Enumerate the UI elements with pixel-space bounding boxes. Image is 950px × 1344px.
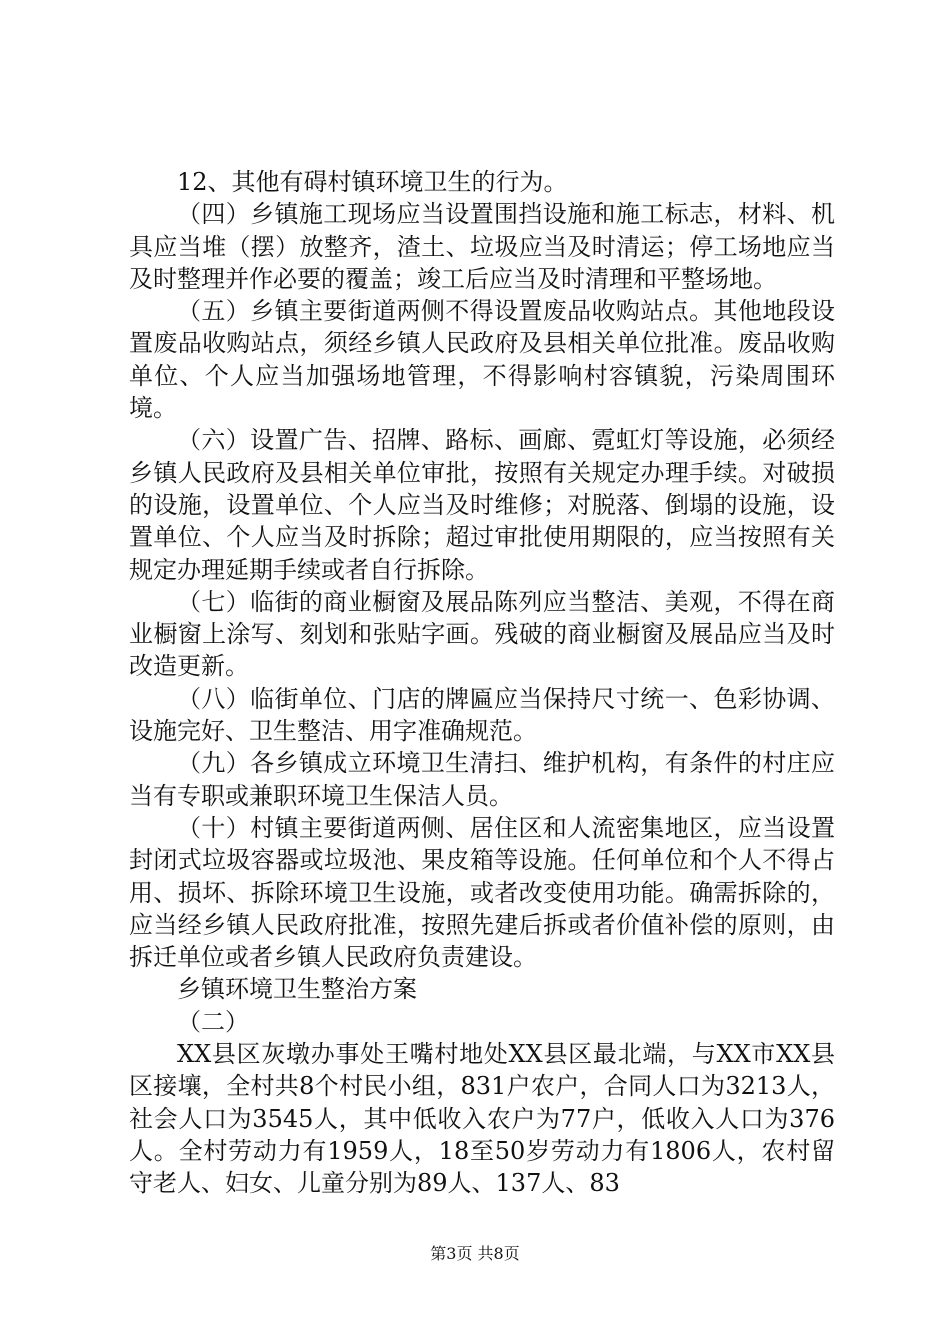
section-title: 乡镇环境卫生整治方案 <box>177 975 417 1004</box>
page-footer <box>0 1244 950 1264</box>
paragraph-section-6: （六）设置广告、招牌、路标、画廊、霓虹灯等设施，必须经乡镇人民政府及县相关单位审批，按照有关规定办理手续。对破损的设施，设置单位、个人应当及时维修；对脱落、倒塌的设施，设置单位、个人应当及时拆除；超过审批使用期限的，应当按照有关规定办理延期手续或者自行拆除。 <box>129 426 835 584</box>
page-number-label: 第3页 共8页 <box>430 1244 520 1263</box>
paragraph-section-10: （十）村镇主要街道两侧、居住区和人流密集地区，应当设置封闭式垃圾容器或垃圾池、果皮箱等设施。任何单位和个人不得占用、损坏、拆除环境卫生设施，或者改变使用功能。确需拆除的，应当经乡镇人民政府批准，按照先建后拆或者价值补偿的原则，由拆迁单位或者乡镇人民政府负责建设。 <box>129 813 835 972</box>
paragraph-item-12: 12、其他有碍村镇环境卫生的行为。 <box>177 168 568 196</box>
intro-paragraph: XX县区灰墩办事处王嘴村地处XX县区最北端，与XX市XX县区接壤，全村共8个村民小组，831户农户，合同人口为3213人，社会人口为3545人，其中低收入农户为77户，低收入人口为376人。全村劳动力有1959人，18至50岁劳动力有1806人，农村留守老人、妇女、儿童分别为89人、137人、83 <box>129 1040 835 1198</box>
section-number: （二） <box>177 1007 249 1036</box>
paragraph-section-8: （八）临街单位、门店的牌匾应当保持尺寸统一、色彩协调、设施完好、卫生整洁、用字准确规范。 <box>129 684 835 746</box>
paragraph-section-9: （九）各乡镇成立环境卫生清扫、维护机构，有条件的村庄应当有专职或兼职环境卫生保洁人员。 <box>129 749 835 810</box>
paragraph-section-5: （五）乡镇主要街道两侧不得设置废品收购站点。其他地段设置废品收购站点，须经乡镇人民政府及县相关单位批准。废品收购单位、个人应当加强场地管理，不得影响村容镇貌，污染周围环境。 <box>129 297 835 423</box>
paragraph-section-7: （七）临街的商业橱窗及展品陈列应当整洁、美观，不得在商业橱窗上涂写、刻划和张贴字画。残破的商业橱窗及展品应当及时改造更新。 <box>129 587 835 681</box>
paragraph-section-4: （四）乡镇施工现场应当设置围挡设施和施工标志，材料、机具应当堆（摆）放整齐，渣土、垃圾应当及时清运；停工场地应当及时整理并作必要的覆盖；竣工后应当及时清理和平整场地。 <box>129 200 835 293</box>
document-body <box>129 166 835 1200</box>
